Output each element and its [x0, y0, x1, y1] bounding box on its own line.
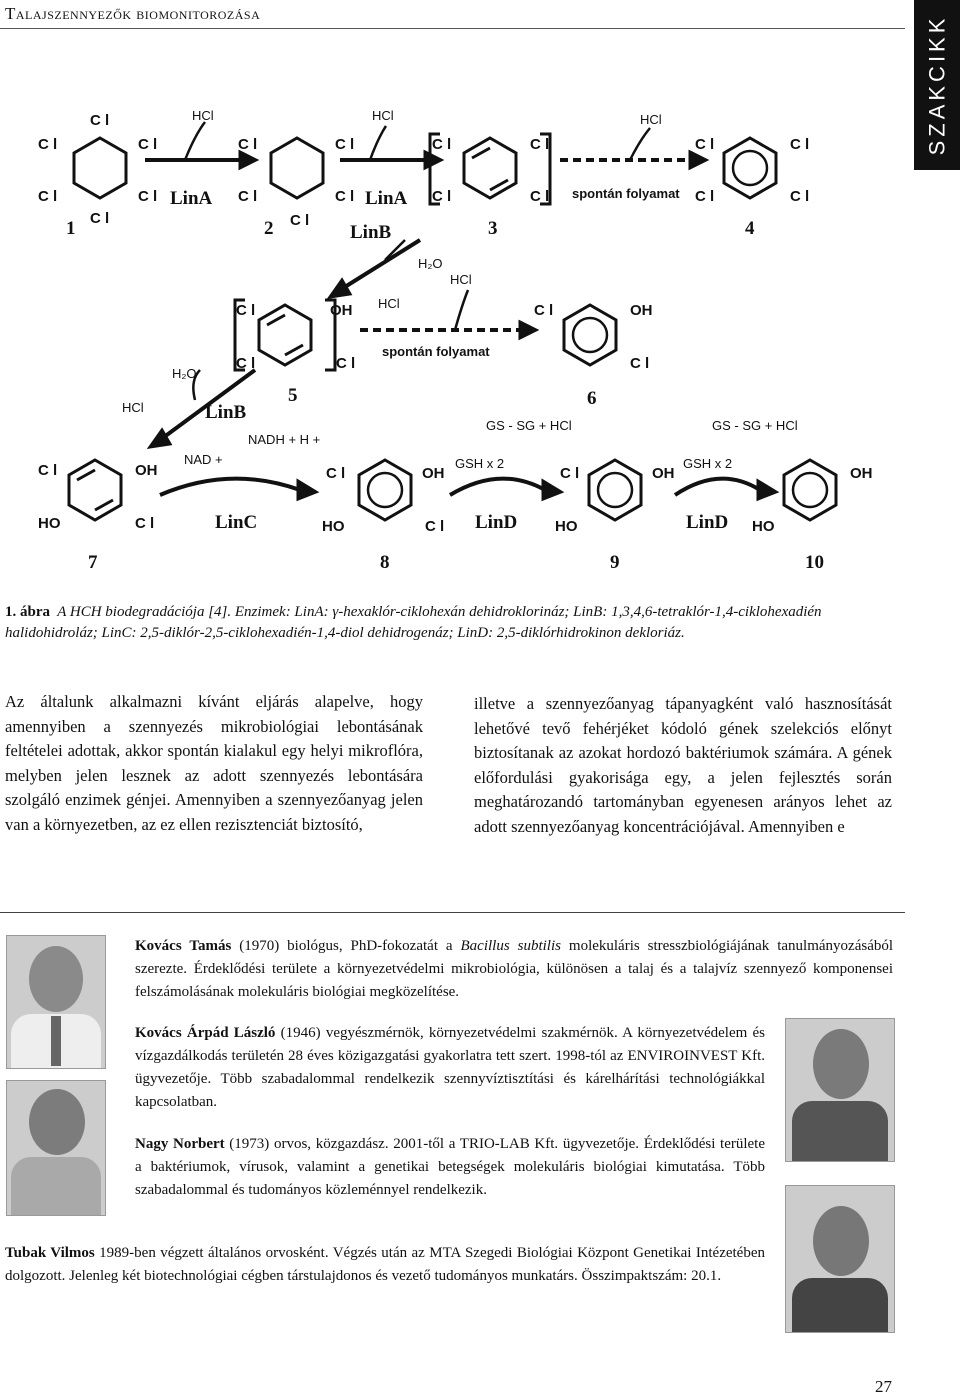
cl-label: C l [695, 136, 715, 153]
author-bio: Kovács Árpád László (1946) vegyészmérnök, környezetvédelmi szakmérnök. A környezetvédelem és vízgazdálkodás területén 28 éves közigazgatási gyakorlatra tett szert. 1998-tól az ENVIROINVEST Kft. ügyvezetője. Több szabadalommal rendelkezik szennyvíztisztítási és kárelhárítási technológiákkal kapcsolatban. [135, 1025, 765, 1110]
enzyme-linb-label: LinB [350, 222, 392, 243]
cl-label: C l [630, 355, 650, 372]
cl-label: C l [695, 188, 715, 205]
cl-label: C l [335, 188, 355, 205]
cl-label: C l [336, 355, 356, 372]
author-photo-tubak-vilmos [785, 1185, 895, 1333]
gsh-label: GSH x 2 [683, 456, 733, 471]
cl-label: C l [790, 136, 810, 153]
cl-label: C l [290, 212, 310, 229]
hydroxy-label: HO [38, 515, 61, 532]
hydroxyl-label: OH [135, 462, 158, 479]
cl-label: C l [432, 188, 452, 205]
ring-7 [69, 460, 121, 520]
compound-number: 8 [380, 552, 390, 573]
compound-number: 3 [488, 218, 498, 239]
enzyme-lind-label: LinD [686, 512, 729, 533]
figure-caption-text: A HCH biodegradációja [4]. Enzimek: LinA: γ-hexaklór-ciklohexán dehidroklorináz; LinB: 1,3,4,6-tetraklór-1,4-ciklohexadién halidohidroláz; LinC: 2,5-diklór-2,5-ciklohexadién-1,4-diol dehidrogenáz; LinD: 2,5-diklórhidrokinon dekloriáz. [5, 604, 822, 641]
ring-5 [259, 305, 311, 365]
nadh-label: NADH + H + [248, 432, 321, 447]
compound-number: 5 [288, 385, 298, 406]
cl-label: C l [238, 188, 258, 205]
compound-number: 2 [264, 218, 274, 239]
reaction-scheme-svg [0, 100, 905, 580]
figure-caption-label: 1. ábra [5, 604, 50, 620]
cl-label: C l [425, 518, 445, 535]
cl-label: C l [138, 136, 158, 153]
author-name: Tubak Vilmos [5, 1245, 95, 1261]
body-column-left: Az általunk alkalmazni kívánt eljárás alapelve, hogy amennyiben a szennyezés mikrobiológiai lebontásának feltételei adottak, akkor spontán kialakul egy helyi mikroflóra, melyben jelen lesznek az adott szennyezés lebontására szolgáló enzimek génjei. Amennyiben a szennyezőanyag jelen van a környezetben, az ez ellen rezisztenciát biztosító, [5, 692, 423, 834]
author-bio: Kovács Tamás (1970) biológus, PhD-fokozatát a Bacillus subtilis molekuláris stresszbiológiájának tanulmányozásából szerezte. Érdeklődési területe a környezetvédelmi mikrobiológia, különösen a talaj és a talajvíz szennyező komponensei felszámolásának molekuláris biológiai megközelítése. [135, 938, 894, 1000]
author-photo-nagy-norbert [6, 1080, 106, 1216]
hcl-label: HCl [372, 108, 394, 123]
hcl-label: HCl [640, 112, 662, 127]
author-name: Kovács Tamás [135, 938, 232, 954]
section-tab [914, 0, 960, 170]
hydroxy-label: HO [322, 518, 345, 535]
reaction-scheme-figure [0, 100, 905, 580]
author-photo-kovacs-tamas [6, 935, 106, 1069]
water-label: H₂O [418, 256, 443, 271]
cl-label: C l [38, 188, 58, 205]
author-section-rule [0, 912, 905, 913]
enzyme-lina-label: LinA [170, 188, 213, 209]
ring-1 [74, 138, 126, 198]
hcl-label: HCl [450, 272, 472, 287]
ring-2 [271, 138, 323, 198]
cl-label: C l [90, 210, 110, 227]
header-rule [0, 28, 905, 29]
hydroxyl-label: OH [652, 465, 675, 482]
compound-number: 6 [587, 388, 597, 409]
compound-number: 1 [66, 218, 76, 239]
hcl-label: HCl [122, 400, 144, 415]
cl-label: C l [236, 302, 256, 319]
water-label: H₂O [172, 366, 197, 381]
cl-label: C l [326, 465, 346, 482]
author-name: Kovács Árpád László [135, 1025, 276, 1041]
hydroxyl-label: OH [422, 465, 445, 482]
cl-label: C l [534, 302, 554, 319]
cl-label: C l [238, 136, 258, 153]
running-header: Talajszennyezők biomonitorozása [5, 4, 261, 23]
hydroxyl-label: OH [850, 465, 873, 482]
compound-number: 4 [745, 218, 755, 239]
author-bio: Nagy Norbert (1973) orvos, közgazdász. 2001-től a TRIO-LAB Kft. ügyvezetője. Érdeklődési területe a baktériumok, vírusok, valamint a genetikai betegségek molekuláris biológiai kimutatása. Több szabadalommal és tudományos közleménnyel rendelkezik. [135, 1136, 765, 1198]
cl-label: C l [432, 136, 452, 153]
spontaneous-process-label: spontán folyamat [382, 344, 490, 359]
body-column-right: illetve a szennyezőanyag tápanyagként való hasznosítását lehetővé tevő fehérjéket kódoló gének szelekciós előnyt biztosítanak az azokat hordozó baktériumok számára. A gének előfordulási gyakorisága egy, a jelen fejlesztés során meghatározandó tartományban egyenesen arányos lehet az adott szennyezőanyag koncentrációjával. Amennyiben e [474, 694, 892, 836]
gsh-label: GSH x 2 [455, 456, 505, 471]
glutathione-product-label: GS - SG + HCl [712, 418, 798, 433]
hydroxyl-label: OH [630, 302, 653, 319]
author-photo-kovacs-arpad-laszlo [785, 1018, 895, 1162]
cl-label: C l [530, 188, 550, 205]
nad-label: NAD + [184, 452, 223, 467]
enzyme-lind-label: LinD [475, 512, 518, 533]
page-number: 27 [875, 1377, 892, 1396]
enzyme-linc-label: LinC [215, 512, 258, 533]
compound-number: 7 [88, 552, 98, 573]
figure-caption [5, 602, 905, 644]
cl-label: C l [560, 465, 580, 482]
compound-number: 10 [805, 552, 824, 573]
cl-label: C l [335, 136, 355, 153]
hcl-label: HCl [192, 108, 214, 123]
glutathione-product-label: GS - SG + HCl [486, 418, 572, 433]
cl-label: C l [135, 515, 155, 532]
compound-number: 9 [610, 552, 620, 573]
spontaneous-process-label: spontán folyamat [572, 186, 680, 201]
enzyme-lina-label: LinA [365, 188, 408, 209]
hcl-label: HCl [378, 296, 400, 311]
cl-label: C l [38, 136, 58, 153]
author-name: Nagy Norbert [135, 1136, 225, 1152]
enzyme-linb-label: LinB [205, 402, 247, 423]
hydroxyl-label: OH [330, 302, 353, 319]
cl-label: C l [530, 136, 550, 153]
cl-label: C l [90, 112, 110, 129]
section-label: SZAKCIKK [924, 14, 949, 156]
cl-label: C l [138, 188, 158, 205]
author-bio: Tubak Vilmos 1989-ben végzett általános orvosként. Végzés után az MTA Szegedi Biológiai Központ Genetikai Intézetében dolgozott. Jelenleg két biotechnológiai cégben társtulajdonos és vezető tudományos munkatárs. Összimpaktszám: 20.1. [5, 1245, 766, 1284]
cl-label: C l [38, 462, 58, 479]
cl-label: C l [790, 188, 810, 205]
cl-label: C l [236, 355, 256, 372]
hydroxy-label: HO [555, 518, 578, 535]
hydroxy-label: HO [752, 518, 775, 535]
